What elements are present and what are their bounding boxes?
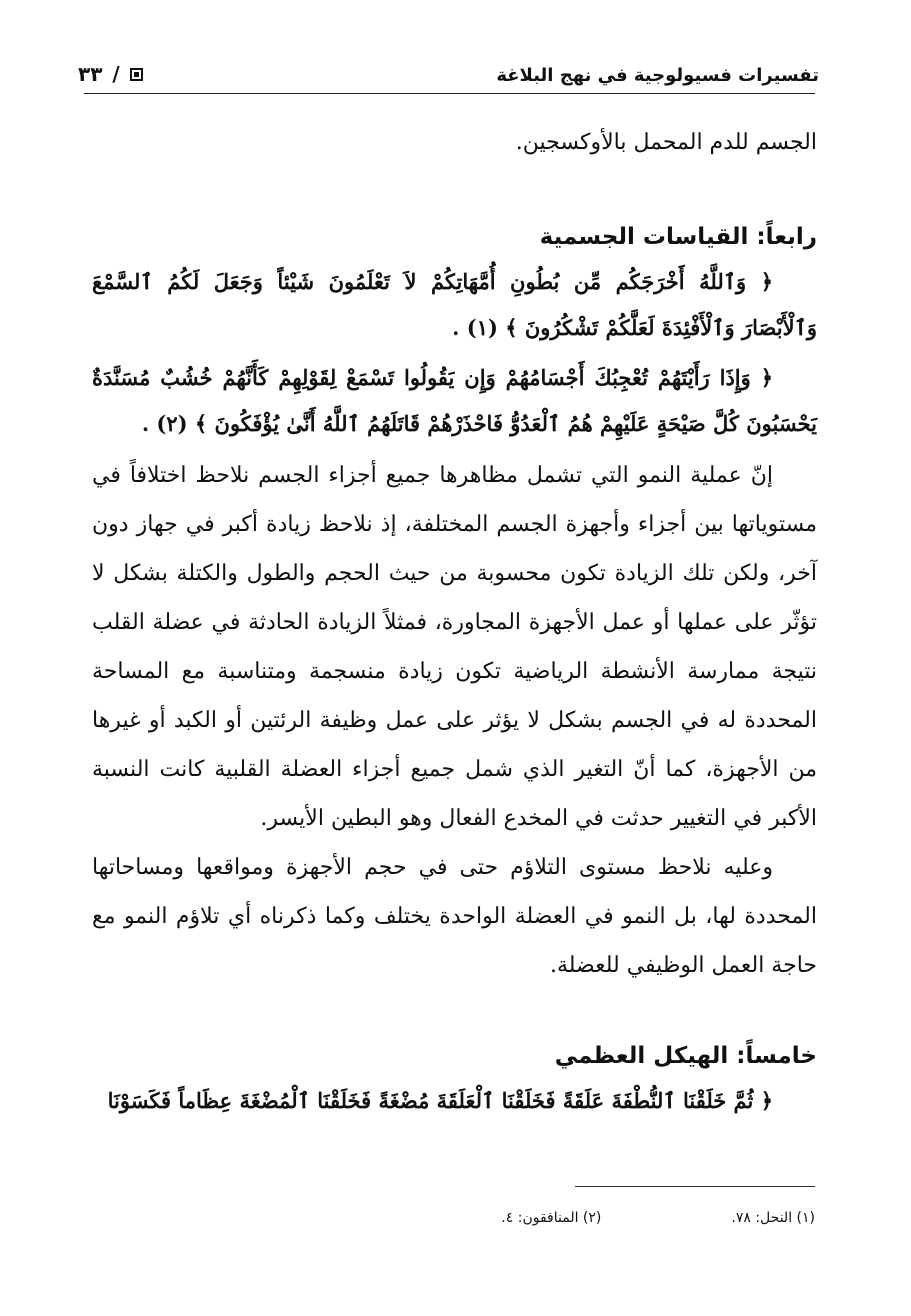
- section-heading-5: خامساً: الهيكل العظمي: [554, 1043, 817, 1069]
- quran-verse-1: ﴿ وَٱللَّهُ أَخْرَجَكُم مِّن بُطُونِ أُمَّهَاتِكُمْ لاَ تَعْلَمُونَ شَيْئاً وَجَعَلَ لَكُمُ ٱلسَّمْعَ وَٱلْأَبْصَارَ وَٱلْأَفْئِدَةَ لَعَلَّكُمْ تَشْكُرُونَ ﴾ (١) .: [92, 269, 817, 340]
- header-divider: [84, 93, 815, 94]
- quran-verse-2: ﴿ وَإِذَا رَأَيْتَهُمْ تُعْجِبُكَ أَجْسَامُهُمْ وَإِن يَقُولُوا تَسْمَعْ لِقَوْلِهِمْ كَأَنَّهُمْ خُشُبٌ مُسَنَّدَةٌ يَحْسَبُونَ كُلَّ صَيْحَةٍ عَلَيْهِمْ هُمُ ٱلْعَدُوُّ فَاحْذَرْهُمْ قَاتَلَهُمُ ٱللَّهُ أَنَّىٰ يُؤْفَكُونَ ﴾ (٢) .: [92, 365, 817, 436]
- footnote-2: (٢) المنافقون: ٤.: [501, 1210, 602, 1226]
- body-paragraph-2: وعليه نلاحظ مستوى التلاؤم حتى في حجم الأجهزة ومواقعها ومساحاتها المحددة لها، بل النمو في العضلة الواحدة يختلف وكما ذكرناه أي تلاؤم النمو مع حاجة العمل الوظيفي للعضلة.: [92, 855, 817, 978]
- square-ornament-icon: [130, 68, 143, 81]
- quran-verse-3: ﴿ ثُمَّ خَلَقْنَا ٱلنُّطْفَةَ عَلَقَةً فَخَلَقْنَا ٱلْعَلَقَةَ مُضْغَةً فَخَلَقْنَا ٱلْمُضْغَةَ عِظَاماً فَكَسَوْنَا: [107, 1088, 773, 1113]
- book-title: تفسيرات فسيولوجية في نهج البلاغة: [496, 65, 819, 86]
- body-paragraph-1: إنّ عملية النمو التي تشمل مظاهرها جميع أجزاء الجسم نلاحظ اختلافاً في مستوياتها بين أجزاء وأجهزة الجسم المختلفة، إذ نلاحظ زيادة أكبر في جهاز دون آخر، ولكن تلك الزيادة تكون محسوبة من حيث الحجم والطول والكتلة بشكل لا تؤثّر على عملها أو عمل الأجهزة المجاورة، فمثلاً الزيادة الحادثة في عضلة القلب نتيجة ممارسة الأنشطة الرياضية تكون زيادة منسجمة ومتناسبة مع المساحة المحددة له في الجسم بشكل لا يؤثر على عمل وظيفة الرئتين أو الكبد أو غيرها من الأجهزة، كما أنّ التغير الذي شمل جميع أجزاء العضلة القلبية كانت النسبة الأكبر في التغيير حدثت في المخدع الفعال وهو البطين الأيسر.: [92, 463, 817, 831]
- section-heading-4: رابعاً: القياسات الجسمية: [539, 224, 817, 250]
- page-body: [92, 118, 817, 1124]
- footnote-1: (١) النحل: ٧٨.: [731, 1210, 815, 1226]
- footnotes: [320, 1210, 815, 1226]
- page-separator: /: [112, 62, 120, 86]
- footnote-divider: [575, 1186, 815, 1187]
- page-number: ٣٣: [78, 62, 103, 86]
- page-number-block: [78, 62, 143, 86]
- paragraph-continued: الجسم للدم المحمل بالأوكسجين.: [515, 130, 817, 155]
- running-header: [78, 50, 819, 86]
